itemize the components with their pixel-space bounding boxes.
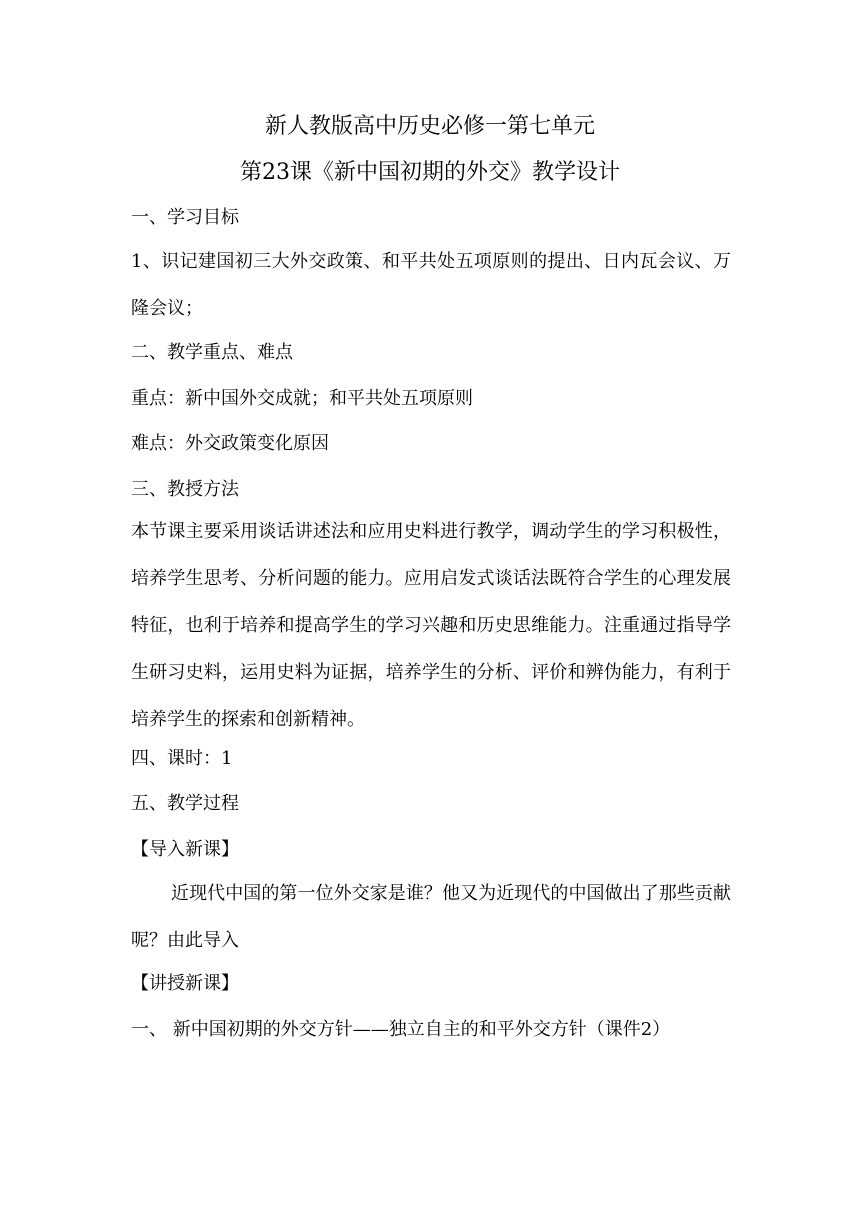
section-heading-key-points: 二、教学重点、难点: [131, 342, 293, 363]
key-point-text: 重点：新中国外交成就；和平共处五项原则: [131, 388, 473, 409]
section-heading-class-hours: 四、课时：1: [131, 748, 233, 769]
section-heading-objectives: 一、学习目标: [131, 207, 239, 228]
document-title: 新人教版高中历史必修一第七单元: [264, 114, 595, 139]
intro-heading: 【导入新课】: [131, 839, 239, 860]
difficulty-text: 难点：外交政策变化原因: [131, 433, 329, 454]
objective-item-1: 1、识记建国初三大外交政策、和平共处五项原则的提出、日内瓦会议、万隆会议；: [131, 251, 731, 319]
intro-paragraph: 近现代中国的第一位外交家是谁？他又为近现代的中国做出了那些贡献呢？由此导入: [131, 883, 731, 951]
lecture-point-1: 一、 新中国初期的外交方针——独立自主的和平外交方针（课件2）: [131, 1019, 671, 1040]
lecture-heading: 【讲授新课】: [131, 973, 239, 994]
lesson-title: 第23课《新中国初期的外交》教学设计: [240, 160, 620, 185]
section-heading-process: 五、教学过程: [131, 793, 239, 814]
section-heading-methods: 三、教授方法: [131, 479, 239, 500]
methods-paragraph: 本节课主要采用谈话讲述法和应用史料进行教学，调动学生的学习积极性，培养学生思考、分析问题的能力。应用启发式谈话法既符合学生的心理发展特征，也利于培养和提高学生的学习兴趣和历史思维能力。注重通过指导学生研习史料，运用史料为证据，培养学生的分析、评价和辨伪能力，有利于培养学生的探索和创新精神。: [131, 521, 731, 730]
